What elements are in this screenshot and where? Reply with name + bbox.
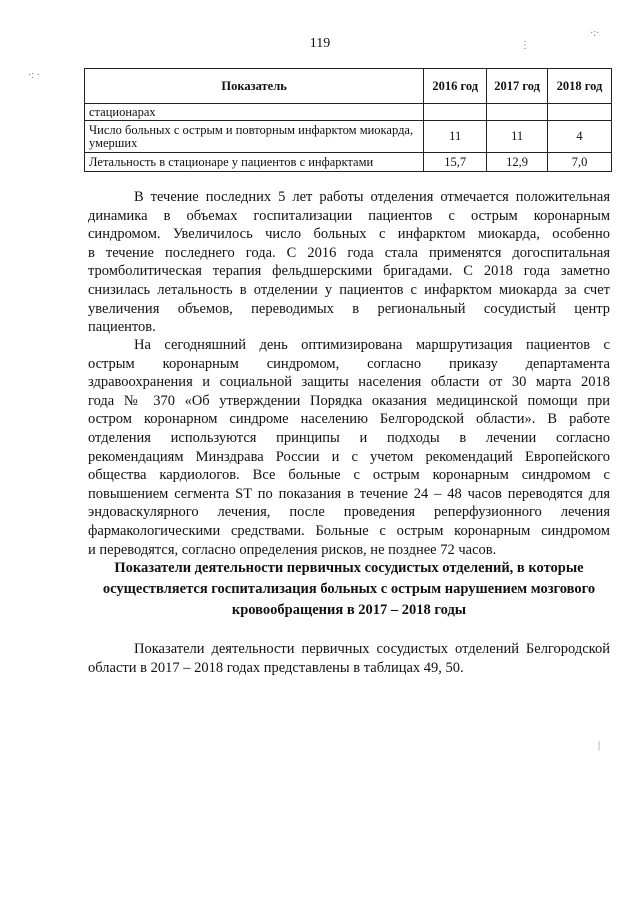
text-line: динамика в объемах госпитализации пациентов с острым коронарным [88,207,610,224]
text-line: в течение последнего года. С 2016 года стала применятся догоспитальная [88,244,610,261]
text-line: Показатели деятельности первичных сосудистых отделений Белгородской [134,641,610,657]
text-line: снизилась летальность в отделении у пациентов с инфарктом миокарда за счет [88,281,610,298]
row-label: Летальность в стационаре у пациентов с инфарктами [85,153,424,172]
scan-artifact: | [598,740,601,751]
page-number: 119 [309,36,331,51]
text-line: общества кардиологов. Все больные с острым коронарным синдромом с [88,467,610,484]
paragraph-routing [88,336,610,559]
text-line: эндоваскулярного лечения, после проведения реперфузионного лечения [88,504,610,521]
header-2018: 2018 год [548,69,612,104]
cell-2016: 15,7 [424,153,487,172]
header-2016: 2016 год [424,69,487,104]
row-label-line: Число больных с острым и повторным инфарктом миокарда, [89,122,414,137]
cell-2018: 4 [548,121,612,153]
cell-2016: 11 [424,121,487,153]
text-line: и переводятся, согласно определения рисков, не позднее 72 часов. [88,541,497,558]
text-line: На сегодняшний день оптимизирована маршрутизация пациентов с [134,337,610,353]
cell-2017: 12,9 [487,153,548,172]
text-line: тромболитическая терапия фельдшерскими бригадами. С 2018 года заметно [88,263,610,280]
text-line: увеличения объемов, переводимых в региональный сосудистый центр [88,300,610,317]
table-row [85,153,612,172]
row-label: стационарах [85,104,424,121]
text-line: фармакологическими средствами. Больные с острым коронарным синдромом [88,522,610,539]
text-line: рекомендациям Минздрава России и с учетом рекомендаций Европейского [88,448,610,465]
paragraph-dynamics [88,188,610,337]
heading-line: кровообращения в 2017 – 2018 годы [231,602,467,618]
scan-artifact: ·: · [28,70,40,81]
table-row [85,121,612,153]
paragraph-tables-ref [88,640,610,677]
text-line: остром коронарном синдроме населению Белгородской области». В работе [88,411,610,428]
text-line: пациентов. [88,319,156,336]
text-line: повышением сегмента ST по показания в течение 24 – 48 часов переводятся для [88,485,610,502]
cell-2018: 7,0 [548,153,612,172]
scan-artifact: ⋮ [520,40,530,51]
text-line: острым коронарным синдромом, согласно приказу департамента [88,355,610,372]
text-line: области в 2017 – 2018 годах представлены в таблицах 49, 50. [88,659,464,676]
table-row [85,104,612,121]
row-label [85,121,424,153]
cell-2016 [424,104,487,121]
text-line: В течение последних 5 лет работы отделения отмечается положительная [134,189,610,205]
cell-2017 [487,104,548,121]
cell-2018 [548,104,612,121]
header-indicator: Показатель [85,69,424,104]
heading-line: осуществляется госпитализация больных с острым нарушением мозгового [102,581,596,597]
row-label-line: умерших [89,135,138,150]
text-line: года № 370 «Об утверждении Порядка оказания медицинской помощи при [88,392,610,409]
indicators-table [84,68,612,172]
table-header-row [85,69,612,104]
text-line: здравоохранения и социальной защиты населения области от 30 марта 2018 [88,374,610,391]
cell-2017: 11 [487,121,548,153]
heading-line: Показатели деятельности первичных сосудистых отделений, в которые [114,560,584,576]
scan-artifact: ·:· [590,28,600,39]
section-heading [88,558,610,621]
text-line: синдромом. Увеличилось число больных с инфарктом миокарда, особенно [88,226,610,243]
text-line: отделения используются принципы и подходы в лечении согласно [88,429,610,446]
header-2017: 2017 год [487,69,548,104]
